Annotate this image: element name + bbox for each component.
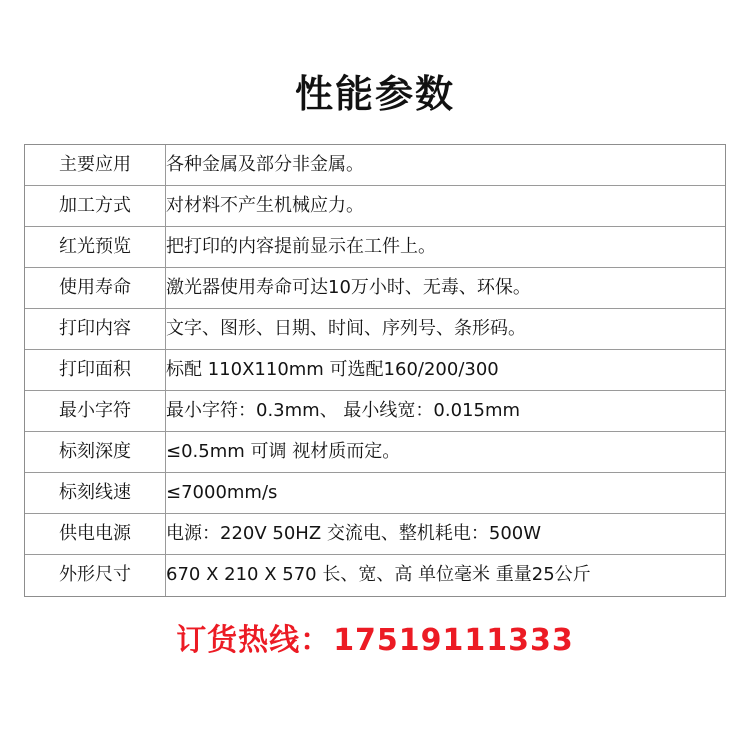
spec-value: 670 X 210 X 570 长、宽、高 单位毫米 重量25公斤 — [166, 564, 591, 586]
spec-value: ≤7000mm/s — [166, 473, 726, 514]
page-title: 性能参数 — [294, 72, 455, 116]
table-row — [25, 555, 725, 596]
table-row — [25, 391, 725, 432]
table-row — [25, 514, 725, 555]
table-row — [25, 473, 725, 514]
spec-label: 最小字符 — [25, 391, 166, 432]
spec-value: 激光器使用寿命可达10万小时、无毒、环保。 — [166, 268, 726, 309]
spec-label: 标刻深度 — [25, 432, 166, 473]
spec-label: 供电电源 — [25, 514, 166, 555]
spec-value: 对材料不产生机械应力。 — [166, 186, 726, 227]
spec-label: 打印内容 — [25, 309, 166, 350]
spec-value: 各种金属及部分非金属。 — [166, 145, 726, 186]
table-row — [25, 145, 725, 186]
hotline-number: 17519111333 — [333, 622, 574, 658]
spec-label: 使用寿命 — [25, 268, 166, 309]
spec-label: 加工方式 — [25, 186, 166, 227]
spec-table-body — [25, 145, 725, 596]
table-row — [25, 186, 725, 227]
spec-table — [25, 145, 725, 596]
table-row — [25, 432, 725, 473]
table-row — [25, 309, 725, 350]
spec-label: 主要应用 — [25, 145, 166, 186]
spec-value: 电源：220V 50HZ 交流电、整机耗电：500W — [166, 514, 726, 555]
hotline-label: 订货热线： — [176, 622, 332, 658]
table-row — [25, 350, 725, 391]
spec-label: 外形尺寸 — [25, 555, 166, 596]
spec-value: ≤0.5mm 可调 视材质而定。 — [166, 432, 726, 473]
table-row — [25, 227, 725, 268]
spec-value: 标配 110X110mm 可选配160/200/300 — [166, 350, 726, 391]
spec-value: 把打印的内容提前显示在工件上。 — [166, 227, 726, 268]
spec-label: 红光预览 — [25, 227, 166, 268]
hotline-banner — [0, 615, 750, 659]
spec-value: 最小字符：0.3mm、 最小线宽：0.015mm — [166, 391, 726, 432]
spec-label: 标刻线速 — [25, 473, 166, 514]
spec-table-container — [24, 144, 726, 597]
spec-label: 打印面积 — [25, 350, 166, 391]
spec-value: 文字、图形、日期、时间、序列号、条形码。 — [166, 309, 726, 350]
table-row — [25, 268, 725, 309]
